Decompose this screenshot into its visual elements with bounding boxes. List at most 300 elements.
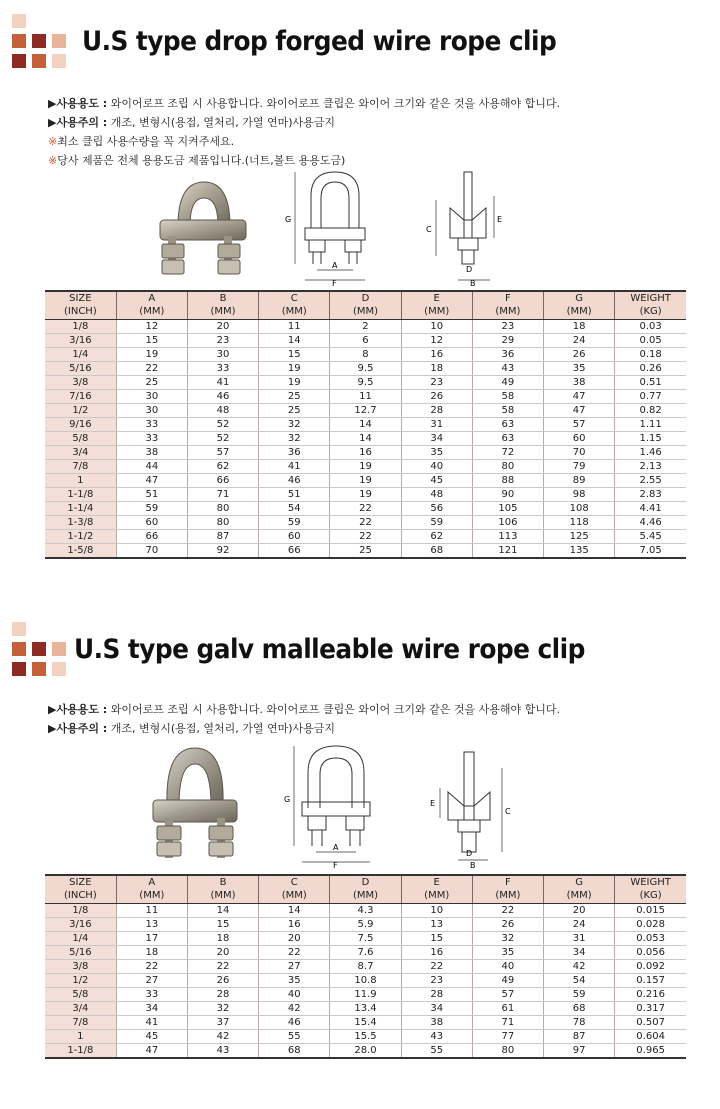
dim-c-label: C xyxy=(505,807,511,816)
size-cell: 3/4 xyxy=(45,445,116,459)
column-unit: (MM) xyxy=(472,305,543,319)
table-cell: 14 xyxy=(330,417,401,431)
table-cell: 61 xyxy=(472,1001,543,1015)
page-title: U.S type drop forged wire rope clip xyxy=(82,26,557,57)
table-cell: 36 xyxy=(472,347,543,361)
table-cell: 57 xyxy=(187,445,258,459)
table-cell: 78 xyxy=(544,1015,615,1029)
column-header: E xyxy=(401,875,472,889)
column-header: WEIGHT xyxy=(615,291,686,305)
size-cell: 3/8 xyxy=(45,959,116,973)
table-cell: 98 xyxy=(544,487,615,501)
column-header: B xyxy=(187,291,258,305)
size-cell: 5/16 xyxy=(45,361,116,375)
column-unit: (MM) xyxy=(472,889,543,903)
table-row xyxy=(45,1029,686,1043)
column-header: A xyxy=(116,291,187,305)
table-cell: 68 xyxy=(544,1001,615,1015)
dim-d-label: D xyxy=(466,265,473,274)
column-header: C xyxy=(259,291,330,305)
table-cell: 28 xyxy=(187,987,258,1001)
column-header: G xyxy=(544,875,615,889)
table-cell: 35 xyxy=(401,445,472,459)
dim-e-label: E xyxy=(430,799,436,808)
table-cell: 20 xyxy=(259,931,330,945)
table-cell: 56 xyxy=(401,501,472,515)
table-cell: 41 xyxy=(259,459,330,473)
table-cell: 23 xyxy=(472,319,543,333)
table-cell: 46 xyxy=(187,389,258,403)
table-cell: 25 xyxy=(330,543,401,558)
dim-a-label: A xyxy=(333,843,339,852)
table-row xyxy=(45,403,686,417)
table-cell: 80 xyxy=(472,459,543,473)
table-cell: 0.056 xyxy=(615,945,686,959)
table-cell: 35 xyxy=(472,945,543,959)
table-cell: 18 xyxy=(544,319,615,333)
table-cell: 38 xyxy=(116,445,187,459)
table-row xyxy=(45,1001,686,1015)
table-cell: 62 xyxy=(187,459,258,473)
table-cell: 0.82 xyxy=(615,403,686,417)
column-unit: (MM) xyxy=(259,889,330,903)
table-cell: 1.11 xyxy=(615,417,686,431)
table-row xyxy=(45,417,686,431)
table-cell: 14 xyxy=(259,333,330,347)
table-cell: 44 xyxy=(116,459,187,473)
table-cell: 19 xyxy=(330,473,401,487)
table-cell: 12 xyxy=(116,319,187,333)
table-cell: 58 xyxy=(472,389,543,403)
table-cell: 48 xyxy=(401,487,472,501)
clip-side-diagram xyxy=(428,748,520,868)
table-cell: 90 xyxy=(472,487,543,501)
table-cell: 31 xyxy=(401,417,472,431)
table-cell: 8 xyxy=(330,347,401,361)
column-header: D xyxy=(330,291,401,305)
table-cell: 89 xyxy=(544,473,615,487)
table-row xyxy=(45,543,686,558)
table-cell: 2.13 xyxy=(615,459,686,473)
table-units-row xyxy=(45,889,686,903)
table-cell: 0.05 xyxy=(615,333,686,347)
table-cell: 0.604 xyxy=(615,1029,686,1043)
table-cell: 15 xyxy=(116,333,187,347)
table-row xyxy=(45,333,686,347)
table-cell: 10 xyxy=(401,319,472,333)
table-body xyxy=(45,319,686,558)
table-cell: 33 xyxy=(116,417,187,431)
table-cell: 108 xyxy=(544,501,615,515)
table-cell: 25 xyxy=(259,389,330,403)
table-cell: 125 xyxy=(544,529,615,543)
table-cell: 58 xyxy=(472,403,543,417)
table-cell: 22 xyxy=(330,515,401,529)
table-units-row xyxy=(45,305,686,319)
table-cell: 17 xyxy=(116,931,187,945)
table-row xyxy=(45,973,686,987)
size-cell: 1 xyxy=(45,473,116,487)
table-row xyxy=(45,487,686,501)
table-cell: 22 xyxy=(259,945,330,959)
table-cell: 25 xyxy=(116,375,187,389)
table-cell: 68 xyxy=(259,1043,330,1058)
table-cell: 4.3 xyxy=(330,903,401,917)
size-cell: 1/4 xyxy=(45,347,116,361)
dim-b-label: B xyxy=(470,279,476,286)
table-cell: 32 xyxy=(187,1001,258,1015)
table-cell: 43 xyxy=(472,361,543,375)
dim-a-label: A xyxy=(332,261,338,270)
table-cell: 4.41 xyxy=(615,501,686,515)
table-cell: 22 xyxy=(187,959,258,973)
column-header: WEIGHT xyxy=(615,875,686,889)
table-cell: 29 xyxy=(472,333,543,347)
table-cell: 11 xyxy=(330,389,401,403)
size-cell: 3/16 xyxy=(45,917,116,931)
dim-c-label: C xyxy=(426,225,432,234)
table-cell: 46 xyxy=(259,473,330,487)
table-row xyxy=(45,515,686,529)
table-cell: 30 xyxy=(187,347,258,361)
note-line: ▶사용주의 : 개조, 변형시(용접, 열처리, 가열 연마)사용금지 xyxy=(48,116,336,129)
table-cell: 14 xyxy=(259,903,330,917)
table-row xyxy=(45,319,686,333)
table-cell: 16 xyxy=(330,445,401,459)
heading-squares-icon xyxy=(12,14,72,74)
table-cell: 22 xyxy=(116,959,187,973)
table-cell: 0.507 xyxy=(615,1015,686,1029)
table-cell: 0.26 xyxy=(615,361,686,375)
table-row xyxy=(45,431,686,445)
dim-f-label: F xyxy=(333,861,338,868)
table-cell: 2.55 xyxy=(615,473,686,487)
table-cell: 70 xyxy=(116,543,187,558)
table-row xyxy=(45,529,686,543)
table-cell: 54 xyxy=(259,501,330,515)
table-cell: 10 xyxy=(401,903,472,917)
table-cell: 19 xyxy=(116,347,187,361)
column-unit: (MM) xyxy=(401,889,472,903)
table-cell: 22 xyxy=(330,501,401,515)
table-cell: 55 xyxy=(401,1043,472,1058)
column-header: B xyxy=(187,875,258,889)
size-cell: 1-1/4 xyxy=(45,501,116,515)
table-cell: 24 xyxy=(544,333,615,347)
column-unit: (KG) xyxy=(615,305,686,319)
size-cell: 9/16 xyxy=(45,417,116,431)
table-cell: 23 xyxy=(187,333,258,347)
table-cell: 59 xyxy=(259,515,330,529)
table-row xyxy=(45,1043,686,1058)
column-unit: (MM) xyxy=(401,305,472,319)
table-cell: 24 xyxy=(544,917,615,931)
table-cell: 32 xyxy=(259,431,330,445)
table-cell: 27 xyxy=(259,959,330,973)
table-cell: 1.46 xyxy=(615,445,686,459)
table-cell: 88 xyxy=(472,473,543,487)
table-cell: 19 xyxy=(330,459,401,473)
table-cell: 0.092 xyxy=(615,959,686,973)
table-cell: 72 xyxy=(472,445,543,459)
table-row xyxy=(45,987,686,1001)
table-cell: 26 xyxy=(544,347,615,361)
table-cell: 36 xyxy=(259,445,330,459)
table-cell: 80 xyxy=(187,515,258,529)
table-row xyxy=(45,473,686,487)
dim-f-label: F xyxy=(332,279,337,286)
table-cell: 18 xyxy=(116,945,187,959)
note-line: ※당사 제품은 전체 용용도금 제품입니다.(너트,볼트 용용도금) xyxy=(48,154,346,167)
table-cell: 18 xyxy=(187,931,258,945)
table-cell: 28 xyxy=(401,403,472,417)
table-cell: 34 xyxy=(544,945,615,959)
note-line: ※최소 클립 사용수량을 꼭 지켜주세요. xyxy=(48,135,235,148)
size-cell: 5/16 xyxy=(45,945,116,959)
table-cell: 45 xyxy=(116,1029,187,1043)
table-cell: 51 xyxy=(259,487,330,501)
table-cell: 60 xyxy=(259,529,330,543)
table-cell: 47 xyxy=(544,389,615,403)
table-cell: 41 xyxy=(116,1015,187,1029)
table-cell: 34 xyxy=(116,1001,187,1015)
column-unit: (KG) xyxy=(615,889,686,903)
table-cell: 63 xyxy=(472,417,543,431)
column-header: D xyxy=(330,875,401,889)
table-cell: 37 xyxy=(187,1015,258,1029)
table-cell: 40 xyxy=(472,959,543,973)
table-cell: 18 xyxy=(401,361,472,375)
table-cell: 121 xyxy=(472,543,543,558)
dim-b-label: B xyxy=(470,861,476,868)
size-cell: 3/16 xyxy=(45,333,116,347)
table-cell: 35 xyxy=(259,973,330,987)
column-unit: (INCH) xyxy=(45,305,116,319)
table-cell: 79 xyxy=(544,459,615,473)
table-cell: 42 xyxy=(187,1029,258,1043)
table-cell: 57 xyxy=(472,987,543,1001)
table-cell: 0.028 xyxy=(615,917,686,931)
section-heading xyxy=(12,622,712,682)
table-cell: 7.05 xyxy=(615,543,686,558)
table-cell: 30 xyxy=(116,389,187,403)
table-row xyxy=(45,389,686,403)
size-cell: 1/2 xyxy=(45,403,116,417)
table-cell: 118 xyxy=(544,515,615,529)
table-cell: 7.5 xyxy=(330,931,401,945)
table-cell: 25 xyxy=(259,403,330,417)
table-cell: 13 xyxy=(401,917,472,931)
table-cell: 49 xyxy=(472,375,543,389)
table-cell: 15 xyxy=(187,917,258,931)
column-unit: (MM) xyxy=(330,889,401,903)
size-cell: 5/8 xyxy=(45,431,116,445)
table-cell: 0.18 xyxy=(615,347,686,361)
table-cell: 0.015 xyxy=(615,903,686,917)
table-cell: 66 xyxy=(259,543,330,558)
table-cell: 0.965 xyxy=(615,1043,686,1058)
table-cell: 0.317 xyxy=(615,1001,686,1015)
column-unit: (MM) xyxy=(116,889,187,903)
table-cell: 20 xyxy=(544,903,615,917)
table-cell: 55 xyxy=(259,1029,330,1043)
table-cell: 49 xyxy=(472,973,543,987)
table-cell: 0.053 xyxy=(615,931,686,945)
column-header: SIZE xyxy=(45,875,116,889)
size-cell: 7/8 xyxy=(45,1015,116,1029)
table-cell: 54 xyxy=(544,973,615,987)
table-cell: 59 xyxy=(116,501,187,515)
table-cell: 11 xyxy=(259,319,330,333)
table-cell: 13 xyxy=(116,917,187,931)
column-header: F xyxy=(472,291,543,305)
table-cell: 60 xyxy=(544,431,615,445)
note-line: ▶사용용도 : 와이어로프 조립 시 사용합니다. 와이어로프 클립은 와이어 크기와 같은 것을 사용해야 합니다. xyxy=(48,703,560,716)
table-cell: 9.5 xyxy=(330,375,401,389)
dim-d-label: D xyxy=(466,849,473,858)
table-cell: 47 xyxy=(544,403,615,417)
table-cell: 105 xyxy=(472,501,543,515)
dim-g-label: G xyxy=(284,795,291,804)
column-header: G xyxy=(544,291,615,305)
column-header: E xyxy=(401,291,472,305)
table-cell: 33 xyxy=(116,987,187,1001)
size-cell: 1/8 xyxy=(45,903,116,917)
table-cell: 0.216 xyxy=(615,987,686,1001)
table-cell: 28.0 xyxy=(330,1043,401,1058)
table-cell: 30 xyxy=(116,403,187,417)
size-cell: 3/4 xyxy=(45,1001,116,1015)
table-cell: 47 xyxy=(116,473,187,487)
table-row xyxy=(45,931,686,945)
table-cell: 68 xyxy=(401,543,472,558)
table-cell: 32 xyxy=(259,417,330,431)
table-row xyxy=(45,501,686,515)
table-cell: 43 xyxy=(187,1043,258,1058)
section-title: U.S type galv malleable wire rope clip xyxy=(74,634,585,665)
size-cell: 1-1/8 xyxy=(45,1043,116,1058)
size-cell: 1-5/8 xyxy=(45,543,116,558)
table-cell: 26 xyxy=(187,973,258,987)
table-cell: 4.46 xyxy=(615,515,686,529)
table-cell: 66 xyxy=(116,529,187,543)
table-cell: 31 xyxy=(544,931,615,945)
table-cell: 23 xyxy=(401,375,472,389)
table-cell: 66 xyxy=(187,473,258,487)
table-cell: 35 xyxy=(544,361,615,375)
dim-g-label: G xyxy=(285,215,292,224)
table-cell: 57 xyxy=(544,417,615,431)
table-cell: 47 xyxy=(116,1043,187,1058)
section-heading xyxy=(12,14,712,74)
table-cell: 71 xyxy=(472,1015,543,1029)
table-cell: 22 xyxy=(116,361,187,375)
table-cell: 26 xyxy=(401,389,472,403)
table-cell: 52 xyxy=(187,417,258,431)
table-cell: 46 xyxy=(259,1015,330,1029)
table-cell: 2.83 xyxy=(615,487,686,501)
table-body xyxy=(45,903,686,1058)
table-cell: 45 xyxy=(401,473,472,487)
table-cell: 52 xyxy=(187,431,258,445)
table-cell: 11 xyxy=(116,903,187,917)
table-cell: 2 xyxy=(330,319,401,333)
column-unit: (MM) xyxy=(259,305,330,319)
table-cell: 9.5 xyxy=(330,361,401,375)
clip-side-diagram xyxy=(420,168,510,286)
clip-photo-image xyxy=(145,744,245,870)
table-cell: 80 xyxy=(187,501,258,515)
table-cell: 22 xyxy=(330,529,401,543)
table-cell: 15 xyxy=(259,347,330,361)
table-header-row xyxy=(45,291,686,305)
spec-table xyxy=(45,290,686,559)
size-cell: 7/8 xyxy=(45,459,116,473)
size-cell: 1/2 xyxy=(45,973,116,987)
table-cell: 8.7 xyxy=(330,959,401,973)
table-cell: 80 xyxy=(472,1043,543,1058)
table-cell: 28 xyxy=(401,987,472,1001)
column-unit: (MM) xyxy=(330,305,401,319)
table-cell: 87 xyxy=(544,1029,615,1043)
table-cell: 6 xyxy=(330,333,401,347)
table-row xyxy=(45,459,686,473)
table-cell: 13.4 xyxy=(330,1001,401,1015)
table-cell: 20 xyxy=(187,319,258,333)
table-cell: 15.5 xyxy=(330,1029,401,1043)
table-cell: 12.7 xyxy=(330,403,401,417)
column-header: SIZE xyxy=(45,291,116,305)
table-cell: 135 xyxy=(544,543,615,558)
table-cell: 0.157 xyxy=(615,973,686,987)
heading-squares-icon xyxy=(12,622,72,682)
table-cell: 71 xyxy=(187,487,258,501)
column-unit: (MM) xyxy=(187,889,258,903)
column-unit: (MM) xyxy=(116,305,187,319)
table-row xyxy=(45,903,686,917)
table-cell: 11.9 xyxy=(330,987,401,1001)
table-cell: 0.51 xyxy=(615,375,686,389)
table-cell: 22 xyxy=(401,959,472,973)
table-cell: 63 xyxy=(472,431,543,445)
size-cell: 1-3/8 xyxy=(45,515,116,529)
size-cell: 1 xyxy=(45,1029,116,1043)
table-cell: 27 xyxy=(116,973,187,987)
size-cell: 5/8 xyxy=(45,987,116,1001)
table-cell: 97 xyxy=(544,1043,615,1058)
column-unit: (INCH) xyxy=(45,889,116,903)
table-row xyxy=(45,445,686,459)
table-cell: 59 xyxy=(544,987,615,1001)
table-cell: 0.03 xyxy=(615,319,686,333)
column-header: F xyxy=(472,875,543,889)
table-cell: 16 xyxy=(401,347,472,361)
table-cell: 16 xyxy=(259,917,330,931)
table-row xyxy=(45,945,686,959)
table-row xyxy=(45,1015,686,1029)
table-cell: 38 xyxy=(401,1015,472,1029)
table-cell: 60 xyxy=(116,515,187,529)
column-unit: (MM) xyxy=(187,305,258,319)
table-cell: 15 xyxy=(401,931,472,945)
table-cell: 33 xyxy=(116,431,187,445)
table-cell: 16 xyxy=(401,945,472,959)
clip-photo-image xyxy=(148,176,256,284)
table-cell: 14 xyxy=(330,431,401,445)
table-row xyxy=(45,959,686,973)
table-cell: 19 xyxy=(259,361,330,375)
column-header: C xyxy=(259,875,330,889)
